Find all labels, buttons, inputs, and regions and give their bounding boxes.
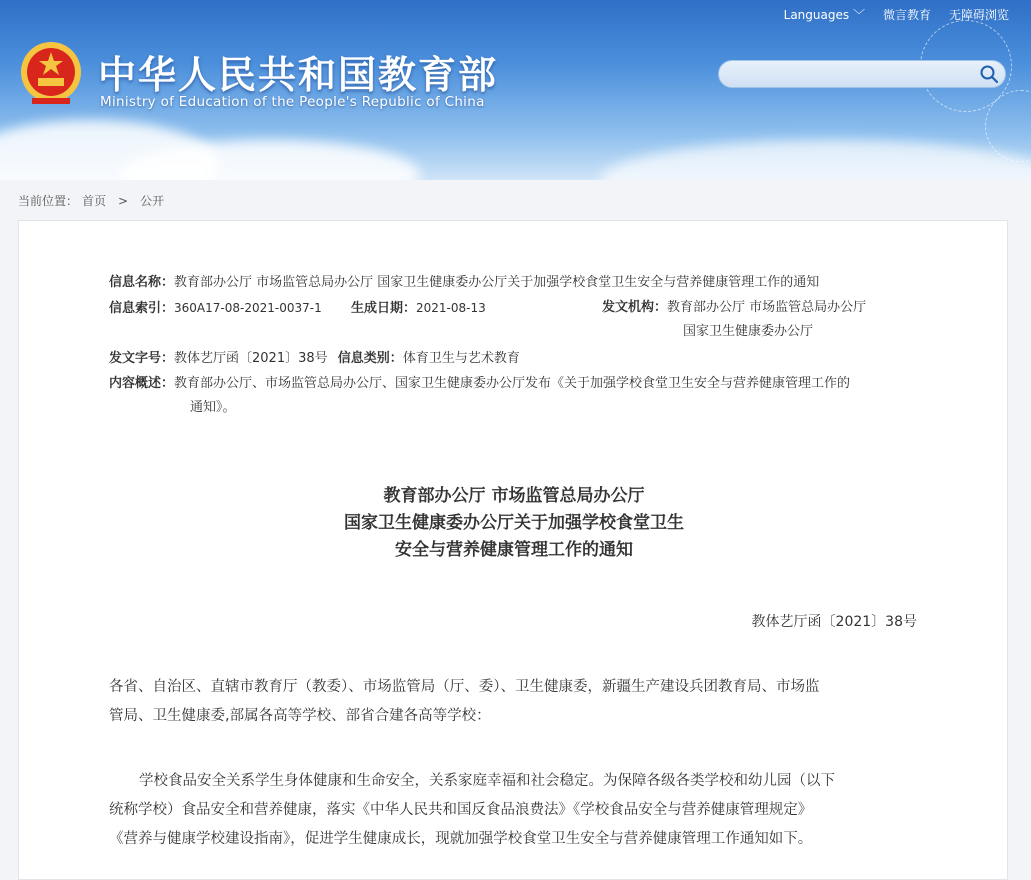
meta-docno-value: 教体艺厅函〔2021〕38号: [174, 351, 328, 366]
meta-summary-row: [109, 372, 929, 420]
meta-date-label: 生成日期：: [351, 301, 417, 316]
meta-name-label: 信息名称：: [109, 275, 175, 290]
meta-date-value: 2021-08-13: [416, 301, 486, 315]
site-title: 中华人民共和国教育部: [98, 53, 499, 97]
recipients-paragraph: [109, 673, 919, 731]
meta-issuer-label: 发文机构：: [602, 300, 668, 315]
recipients-line: 各省、自治区、直辖市教育厅（教委）、市场监管局（厅、委）、卫生健康委，新疆生产建设兵团教育局、市场监: [109, 679, 820, 695]
search-icon[interactable]: [979, 64, 999, 84]
meta-issuer-value-line2: 国家卫生健康委办公厅: [683, 324, 814, 339]
body-line: 《营养与健康学校建设指南》，促进学生健康成长，现就加强学校食堂卫生安全与营养健康管理工作通知如下。: [109, 831, 813, 847]
breadcrumb-home-link[interactable]: 首页: [82, 194, 107, 208]
body-paragraph: [109, 767, 919, 854]
body-line: 统称学校）食品安全和营养健康，落实《中华人民共和国反食品浪费法》《学校食品安全与营养健康管理规定》: [109, 802, 813, 818]
meta-index-row: [109, 296, 322, 321]
meta-index-label: 信息索引：: [109, 301, 175, 316]
breadcrumb-current-link[interactable]: 公开: [140, 194, 165, 208]
meta-summary-value-line2: 通知》。: [190, 400, 236, 415]
search-box: [718, 60, 1006, 88]
meta-index-value: 360A17-08-2021-0037-1: [174, 301, 322, 315]
meta-date-row: [351, 296, 486, 321]
search-input[interactable]: [731, 65, 975, 85]
body-line: 学校食品安全关系学生身体健康和生命安全，关系家庭幸福和社会稳定。为保障各级各类学校和幼儿园（以下: [139, 773, 835, 789]
chevron-down-icon: ﹀: [852, 8, 865, 22]
document-title-line: 国家卫生健康委办公厅关于加强学校食堂卫生: [344, 513, 684, 533]
meta-issuer-row: [602, 296, 866, 344]
site-subtitle: Ministry of Education of the People's Republic of China: [100, 94, 485, 110]
accessibility-link[interactable]: 无障碍浏览: [948, 8, 1009, 22]
meta-summary-label: 内容概述：: [109, 376, 175, 391]
meta-docno-row: [109, 347, 520, 371]
meta-docno-label: 发文字号：: [109, 351, 175, 366]
recipients-line: 管局、卫生健康委,部属各高等学校、部省合建各高等学校：: [109, 708, 491, 724]
meta-issuer-value: 教育部办公厅 市场监管总局办公厅: [667, 300, 867, 315]
content-panel: [18, 220, 1008, 880]
national-emblem-icon: [18, 40, 84, 108]
document-title-line: 教育部办公厅 市场监管总局办公厅: [383, 486, 645, 506]
meta-summary-value: 教育部办公厅、市场监管总局办公厅、国家卫生健康委办公厅发布《关于加强学校食堂卫生安全与营养健康管理工作的: [174, 376, 851, 391]
top-nav: [784, 6, 1009, 23]
cloud-decoration: [600, 140, 1031, 180]
breadcrumb-separator: >: [118, 193, 129, 208]
document-title-line: 安全与营养健康管理工作的通知: [395, 540, 633, 560]
languages-menu[interactable]: Languages ﹀: [783, 8, 865, 22]
site-header: [0, 0, 1031, 180]
meta-name-value: 教育部办公厅 市场监管总局办公厅 国家卫生健康委办公厅关于加强学校食堂卫生安全与营养健康管理工作的通知: [174, 275, 820, 290]
breadcrumb: [18, 192, 164, 209]
breadcrumb-prefix: 当前位置：: [18, 194, 79, 208]
meta-category-value: 体育卫生与艺术教育: [402, 351, 520, 366]
meta-name-row: [109, 271, 819, 295]
weibo-link[interactable]: 微言教育: [882, 8, 931, 22]
document-number: 教体艺厅函〔2021〕38号: [751, 614, 917, 630]
document-title: [19, 483, 1009, 564]
meta-category-label: 信息类别：: [337, 351, 403, 366]
